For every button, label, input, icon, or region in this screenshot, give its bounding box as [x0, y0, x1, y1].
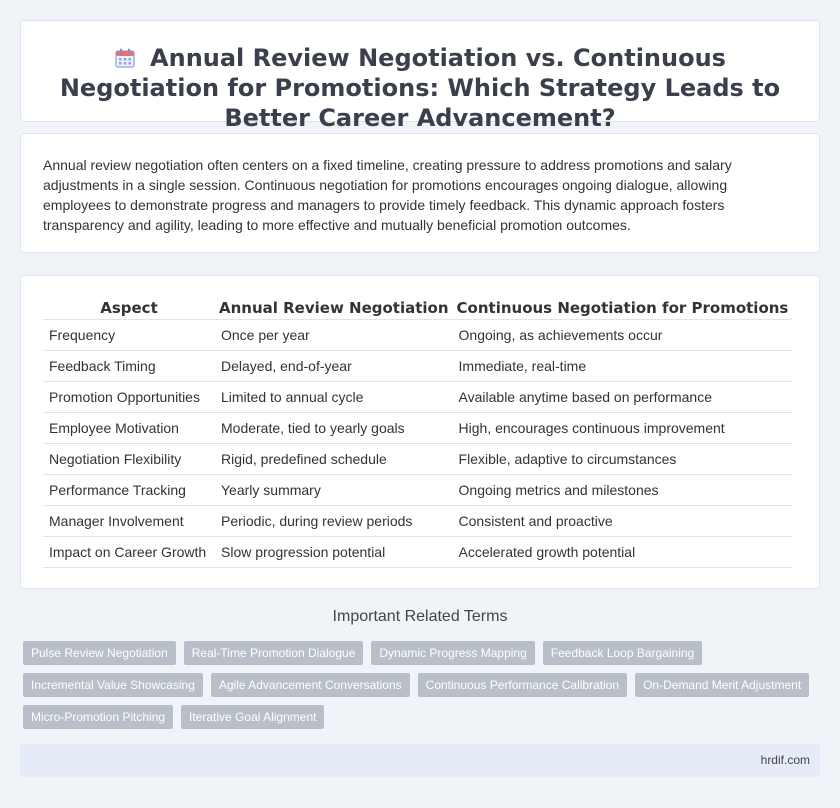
table-row	[43, 444, 792, 475]
cell-aspect: Impact on Career Growth	[43, 537, 215, 568]
cell-continuous: Immediate, real-time	[453, 351, 793, 382]
table-row	[43, 320, 792, 351]
cell-continuous: Ongoing metrics and milestones	[453, 475, 793, 506]
cell-continuous: Flexible, adaptive to circumstances	[453, 444, 793, 475]
cell-continuous: Available anytime based on performance	[453, 382, 793, 413]
footer	[20, 744, 820, 777]
cell-aspect: Feedback Timing	[43, 351, 215, 382]
cell-continuous: Consistent and proactive	[453, 506, 793, 537]
related-terms	[23, 641, 823, 737]
comparison-table	[43, 296, 792, 568]
title-card	[20, 20, 820, 132]
cell-aspect: Employee Motivation	[43, 413, 215, 444]
page-title	[51, 43, 789, 133]
term-tag[interactable]: Iterative Goal Alignment	[181, 705, 324, 729]
term-tag[interactable]: Incremental Value Showcasing	[23, 673, 203, 697]
cell-annual: Yearly summary	[215, 475, 453, 506]
page-title-text: Annual Review Negotiation vs. Continuous Negotiation for Promotions: Which Strategy Leads to Better Career Advancement?	[59, 44, 781, 132]
term-tag[interactable]: Feedback Loop Bargaining	[543, 641, 702, 665]
term-tag[interactable]: Real-Time Promotion Dialogue	[184, 641, 364, 665]
table-row	[43, 351, 792, 382]
cell-annual: Moderate, tied to yearly goals	[215, 413, 453, 444]
cell-annual: Limited to annual cycle	[215, 382, 453, 413]
cell-annual: Once per year	[215, 320, 453, 351]
calendar-icon	[114, 47, 136, 69]
term-row	[23, 641, 823, 665]
term-tag[interactable]: Pulse Review Negotiation	[23, 641, 176, 665]
table-row	[43, 413, 792, 444]
table-row	[43, 537, 792, 568]
intro-paragraph: Annual review negotiation often centers on a fixed timeline, creating pressure to address promotions and salary adjustments in a single session. Continuous negotiation for promotions encourages ongoing dialogue, allowing employees to demonstrate progress and managers to provide timely feedback. This dynamic approach fosters transparency and agility, leading to more effective and mutually beneficial promotion outcomes.	[43, 157, 732, 233]
table-row	[43, 506, 792, 537]
term-row	[23, 705, 823, 729]
table-row	[43, 382, 792, 413]
footer-site-link[interactable]: hrdif.com	[760, 753, 810, 767]
cell-annual: Periodic, during review periods	[215, 506, 453, 537]
header-continuous: Continuous Negotiation for Promotions	[453, 296, 793, 320]
cell-annual: Slow progression potential	[215, 537, 453, 568]
header-aspect: Aspect	[43, 296, 215, 320]
related-terms-heading: Important Related Terms	[332, 608, 508, 625]
cell-aspect: Promotion Opportunities	[43, 382, 215, 413]
cell-continuous: Accelerated growth potential	[453, 537, 793, 568]
term-tag[interactable]: Agile Advancement Conversations	[211, 673, 410, 697]
term-tag[interactable]: On-Demand Merit Adjustment	[635, 673, 809, 697]
cell-continuous: Ongoing, as achievements occur	[453, 320, 793, 351]
cell-aspect: Negotiation Flexibility	[43, 444, 215, 475]
cell-continuous: High, encourages continuous improvement	[453, 413, 793, 444]
term-tag[interactable]: Dynamic Progress Mapping	[371, 641, 534, 665]
cell-aspect: Manager Involvement	[43, 506, 215, 537]
header-annual: Annual Review Negotiation	[215, 296, 453, 320]
cell-annual: Rigid, predefined schedule	[215, 444, 453, 475]
cell-aspect: Performance Tracking	[43, 475, 215, 506]
table-header-row	[43, 296, 792, 320]
cell-annual: Delayed, end-of-year	[215, 351, 453, 382]
cell-aspect: Frequency	[43, 320, 215, 351]
intro-card	[20, 133, 820, 253]
term-tag[interactable]: Micro-Promotion Pitching	[23, 705, 173, 729]
term-tag[interactable]: Continuous Performance Calibration	[418, 673, 627, 697]
table-row	[43, 475, 792, 506]
comparison-card	[20, 275, 820, 589]
term-row	[23, 673, 823, 697]
